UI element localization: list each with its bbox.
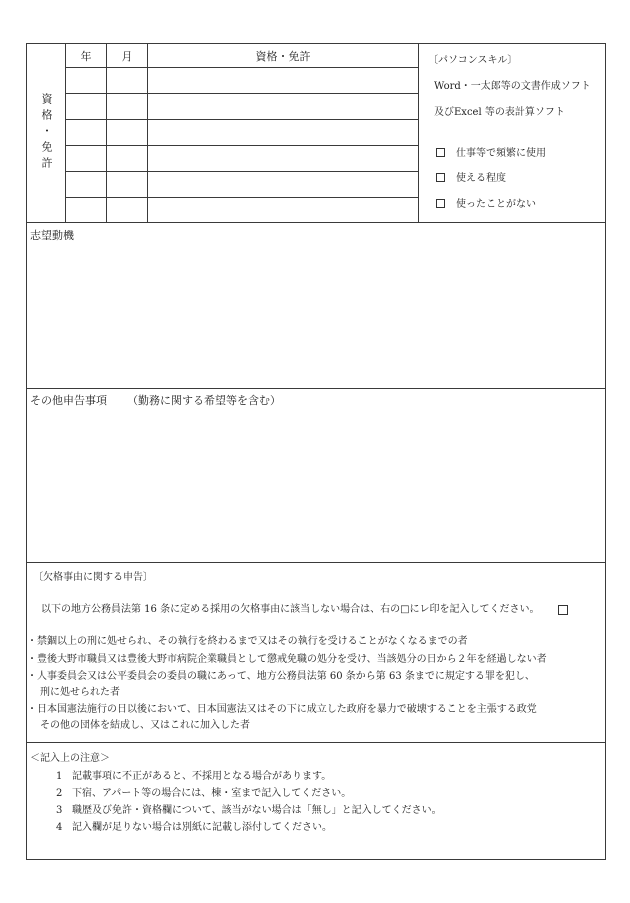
- qualifications-table: [65, 44, 419, 222]
- qualifications-side-label: [27, 44, 65, 222]
- note-text: 記入欄が足りない場合は別紙に記載し添付してください。: [72, 822, 332, 833]
- disqualification-item-continuation: その他の団体を結成し、又はこれに加入した者: [40, 720, 250, 731]
- note-text: 下宿、アパート等の場合には、棟・室まで記入してください。: [72, 788, 352, 799]
- year-cell[interactable]: [66, 146, 107, 172]
- pc-skills-software-line1: Word・一太郎等の文書作成ソフト: [434, 81, 591, 92]
- disqualification-item: ・禁錮以上の刑に処せられ、その執行を終わるまで又はその執行を受けることがなくなるまでの者: [27, 636, 468, 647]
- qualification-cell[interactable]: [148, 172, 419, 198]
- pc-skill-option-usable: [436, 172, 506, 186]
- notes-title: ＜記入上の注意＞: [30, 753, 110, 764]
- disqualification-instruction: 以下の地方公務員法第 16 条に定める採用の欠格事由に該当しない場合は、右の□にレ印を記入してください。: [41, 604, 540, 615]
- month-cell[interactable]: [107, 68, 148, 94]
- note-number: 2: [56, 788, 63, 799]
- option-label: 仕事等で頻繁に使用: [456, 148, 546, 159]
- disqualification-item-continuation: 刑に処せられた者: [40, 687, 120, 698]
- note-number: 3: [56, 805, 63, 816]
- month-cell[interactable]: [107, 198, 148, 222]
- form-frame: [26, 43, 606, 860]
- year-cell[interactable]: [66, 68, 107, 94]
- checkbox[interactable]: [436, 148, 445, 157]
- year-cell[interactable]: [66, 120, 107, 146]
- header-qualification: 資格・免許: [148, 44, 419, 68]
- notes-section: [27, 743, 605, 859]
- qualifications-side-label-text: 資格・免許: [40, 93, 53, 173]
- month-cell[interactable]: [107, 94, 148, 120]
- motivation-section: [27, 223, 605, 388]
- year-cell[interactable]: [66, 172, 107, 198]
- other-declarations-field[interactable]: [27, 411, 605, 562]
- year-cell[interactable]: [66, 94, 107, 120]
- month-cell[interactable]: [107, 120, 148, 146]
- note-number: 1: [56, 771, 63, 782]
- qualification-cell[interactable]: [148, 146, 419, 172]
- note-text: 職歴及び免許・資格欄について、該当がない場合は「無し」と記入してください。: [72, 805, 442, 816]
- disqualification-section: [27, 563, 605, 742]
- pc-skill-option-never: [436, 198, 536, 212]
- note-number: 4: [56, 822, 63, 833]
- pc-skills-software-line2: 及びExcel 等の表計算ソフト: [434, 107, 565, 118]
- disqualification-title: 〔欠格事由に関する申告〕: [33, 572, 153, 583]
- disqualification-item: ・日本国憲法施行の日以後において、日本国憲法又はその下に成立した政府を暴力で破壊することを主張する政党: [27, 704, 537, 715]
- month-cell[interactable]: [107, 172, 148, 198]
- header-year: 年: [66, 44, 107, 68]
- disqualification-checkbox[interactable]: [558, 605, 568, 615]
- disqualification-item: ・人事委員会又は公平委員会の委員の職にあって、地方公務員法第 60 条から第 63 条までに規定する罪を犯し、: [27, 671, 535, 682]
- qualification-cell[interactable]: [148, 68, 419, 94]
- motivation-label: 志望動機: [30, 229, 74, 242]
- other-declarations-label: その他申告事項: [30, 394, 107, 407]
- qualification-cell[interactable]: [148, 198, 419, 222]
- motivation-field[interactable]: [27, 245, 605, 388]
- year-cell[interactable]: [66, 198, 107, 222]
- qualification-cell[interactable]: [148, 120, 419, 146]
- pc-skills-panel: [419, 44, 605, 222]
- qualification-cell[interactable]: [148, 94, 419, 120]
- pc-skills-title: 〔パソコンスキル〕: [428, 55, 518, 66]
- checkbox[interactable]: [436, 173, 445, 182]
- month-cell[interactable]: [107, 146, 148, 172]
- note-text: 記載事項に不正があると、不採用となる場合があります。: [72, 771, 332, 782]
- other-declarations-section: [27, 389, 605, 562]
- other-declarations-note: （勤務に関する希望等を含む）: [127, 394, 281, 407]
- header-month: 月: [107, 44, 148, 68]
- option-label: 使ったことがない: [456, 199, 536, 210]
- checkbox[interactable]: [436, 199, 445, 208]
- pc-skill-option-frequent: [436, 147, 546, 161]
- option-label: 使える程度: [456, 173, 506, 184]
- disqualification-item: ・豊後大野市職員又は豊後大野市病院企業職員として懲戒免職の処分を受け、当該処分の日から２年を経過しない者: [27, 654, 547, 665]
